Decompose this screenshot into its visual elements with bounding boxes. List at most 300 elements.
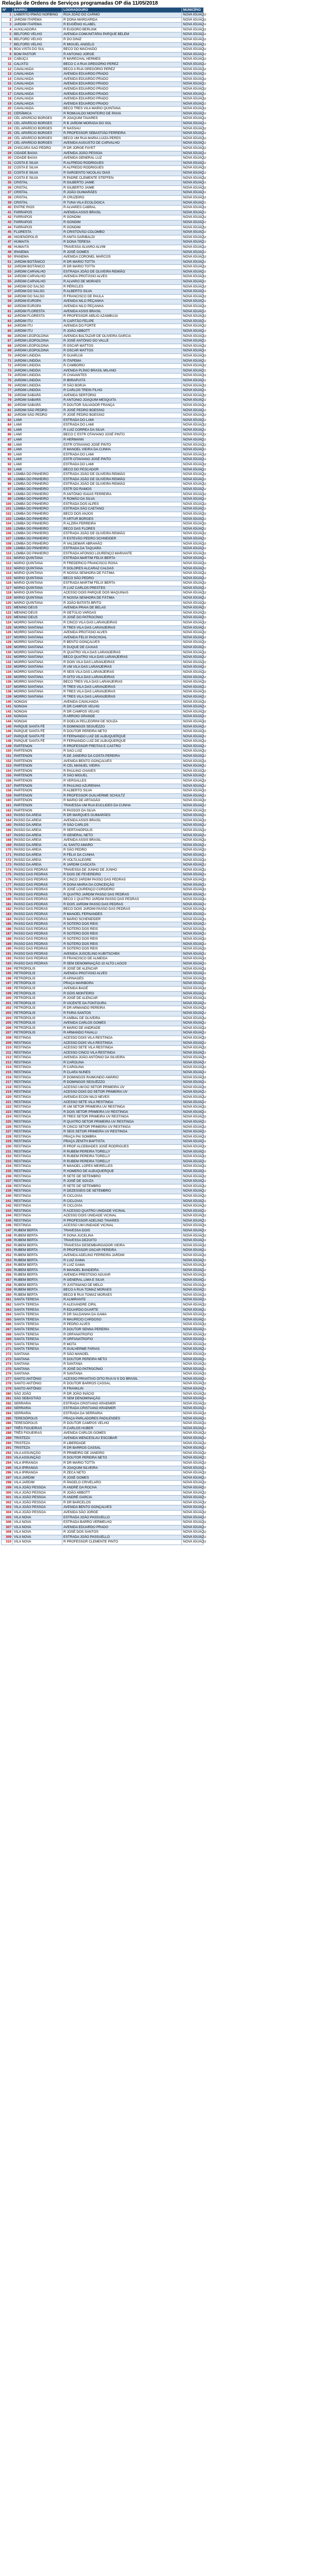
cell-seq: 305 xyxy=(2,1515,13,1520)
table-row xyxy=(2,655,204,660)
table-row xyxy=(2,1115,204,1120)
cell-municipio: NOVA IGUAÇU xyxy=(182,972,204,977)
cell-bairro: LAMI xyxy=(13,467,62,472)
cell-logradouro: R CAPITÃO FELIPE xyxy=(62,319,182,324)
cell-municipio: NOVA IGUAÇU xyxy=(182,344,204,349)
table-row xyxy=(2,1149,204,1155)
cell-seq: 206 xyxy=(2,1026,13,1031)
cell-seq: 209 xyxy=(2,1041,13,1046)
table-row xyxy=(2,719,204,724)
cell-logradouro: R ANÍBAL DE OLIVEIRA xyxy=(62,1016,182,1021)
service-orders-table xyxy=(1,7,204,1545)
cell-seq: 115 xyxy=(2,576,13,581)
cell-logradouro: R PASSOS DA SILVA xyxy=(62,808,182,814)
cell-seq: 250 xyxy=(2,1243,13,1248)
cell-logradouro: R PAULINO AZURENHA xyxy=(62,784,182,789)
cell-logradouro: AVENIDA BENTO GONÇALVES xyxy=(62,759,182,764)
cell-seq: 125 xyxy=(2,625,13,631)
cell-logradouro: R GENERAL NETO xyxy=(62,833,182,838)
cell-seq: 259 xyxy=(2,1288,13,1293)
cell-municipio: NOVA IGUAÇU xyxy=(182,1278,204,1283)
cell-bairro: PETRÓPOLIS xyxy=(13,981,62,987)
table-row xyxy=(2,818,204,823)
cell-seq: 268 xyxy=(2,1332,13,1337)
cell-municipio: NOVA IGUAÇU xyxy=(182,739,204,744)
cell-logradouro: R DR BARROS CASSAL xyxy=(62,1446,182,1451)
cell-bairro: VILA ASSUNÇÃO xyxy=(13,1456,62,1461)
cell-logradouro: R OSCAR MATTOS xyxy=(62,344,182,349)
cell-logradouro: AVENIDA JOÃO PESSOA xyxy=(62,151,182,156)
table-row xyxy=(2,364,204,369)
table-row xyxy=(2,1085,204,1090)
cell-seq: 28 xyxy=(2,146,13,151)
cell-seq: 90 xyxy=(2,452,13,457)
cell-seq: 132 xyxy=(2,660,13,665)
table-row xyxy=(2,398,204,403)
cell-seq: 159 xyxy=(2,793,13,799)
cell-municipio: NOVA IGUAÇU xyxy=(182,863,204,868)
cell-bairro: LOMBA DO PINHEIRO xyxy=(13,527,62,532)
cell-municipio: NOVA IGUAÇU xyxy=(182,828,204,833)
table-row xyxy=(2,571,204,577)
table-row xyxy=(2,631,204,636)
cell-bairro: SANTA TERESA xyxy=(13,1308,62,1313)
cell-logradouro: TRAVESSA DESEMBARGADOR VIEIRA xyxy=(62,1243,182,1248)
cell-municipio: NOVA IGUAÇU xyxy=(182,917,204,922)
cell-bairro: VILA NOVA xyxy=(13,1525,62,1530)
cell-seq: 4 xyxy=(2,27,13,32)
cell-logradouro: AVENIDA JOÃO ANTÔNIO DA SILVEIRA xyxy=(62,1056,182,1061)
cell-bairro: BOM PASTOR xyxy=(13,52,62,57)
cell-seq: 213 xyxy=(2,1060,13,1065)
cell-bairro: LAMI xyxy=(13,438,62,443)
table-row xyxy=(2,1090,204,1095)
cell-municipio: NOVA IGUAÇU xyxy=(182,522,204,527)
cell-seq: 77 xyxy=(2,388,13,394)
cell-seq: 68 xyxy=(2,344,13,349)
cell-municipio: NOVA IGUAÇU xyxy=(182,616,204,621)
table-row xyxy=(2,1367,204,1372)
cell-logradouro: R DOIS VILA DAS LARANJEIRAS xyxy=(62,660,182,665)
cell-bairro: NONOAI xyxy=(13,715,62,720)
cell-seq: 97 xyxy=(2,487,13,493)
cell-seq: 252 xyxy=(2,1253,13,1259)
cell-municipio: NOVA IGUAÇU xyxy=(182,1065,204,1071)
table-row xyxy=(2,200,204,206)
cell-municipio: NOVA IGUAÇU xyxy=(182,210,204,215)
cell-seq: 221 xyxy=(2,1100,13,1105)
cell-municipio: NOVA IGUAÇU xyxy=(182,324,204,329)
cell-municipio: NOVA IGUAÇU xyxy=(182,1031,204,1036)
cell-municipio: NOVA IGUAÇU xyxy=(182,769,204,774)
cell-municipio: NOVA IGUAÇU xyxy=(182,275,204,280)
cell-logradouro: R RUBEM PEREIRA TORELLY xyxy=(62,1149,182,1155)
cell-bairro: RESTINGA xyxy=(13,1036,62,1041)
table-row xyxy=(2,492,204,497)
cell-seq: 285 xyxy=(2,1416,13,1421)
cell-logradouro: R DONA JUCELINA xyxy=(62,1233,182,1239)
cell-logradouro: R SOTERO DOS REIS xyxy=(62,932,182,937)
cell-bairro: MORRO SANTANA xyxy=(13,650,62,655)
cell-municipio: NOVA IGUAÇU xyxy=(182,883,204,888)
table-row xyxy=(2,1021,204,1026)
cell-municipio: NOVA IGUAÇU xyxy=(182,1500,204,1505)
cell-municipio: NOVA IGUAÇU xyxy=(182,492,204,497)
cell-municipio: NOVA IGUAÇU xyxy=(182,1130,204,1135)
cell-seq: 167 xyxy=(2,833,13,838)
cell-municipio: NOVA IGUAÇU xyxy=(182,57,204,62)
table-row xyxy=(2,1011,204,1016)
cell-logradouro: R DOUTOR PEREIRA NETO xyxy=(62,730,182,735)
cell-seq: 249 xyxy=(2,1239,13,1244)
cell-municipio: NOVA IGUAÇU xyxy=(182,1530,204,1535)
cell-seq: 201 xyxy=(2,1001,13,1006)
cell-municipio: NOVA IGUAÇU xyxy=(182,1362,204,1367)
cell-bairro: CAVALHADA xyxy=(13,82,62,87)
cell-seq: 226 xyxy=(2,1125,13,1130)
cell-bairro: SANTA TERESA xyxy=(13,1298,62,1303)
cell-logradouro: ACESSO SETE VILA RESTINGA xyxy=(62,1100,182,1105)
cell-municipio: NOVA IGUAÇU xyxy=(182,92,204,97)
cell-municipio: NOVA IGUAÇU xyxy=(182,581,204,586)
table-row xyxy=(2,1174,204,1179)
table-row xyxy=(2,1194,204,1199)
cell-bairro: JARDIM LINDÓIA xyxy=(13,374,62,379)
cell-municipio: NOVA IGUAÇU xyxy=(182,759,204,764)
table-row xyxy=(2,1016,204,1021)
cell-municipio: NOVA IGUAÇU xyxy=(182,353,204,359)
cell-bairro: SÃO SEBASTIÃO xyxy=(13,1397,62,1402)
cell-municipio: NOVA IGUAÇU xyxy=(182,1387,204,1392)
table-row xyxy=(2,141,204,146)
cell-bairro: JARDIM SABARÁ xyxy=(13,393,62,398)
cell-bairro: COSTA E SILVA xyxy=(13,161,62,166)
table-row xyxy=(2,1169,204,1174)
cell-seq: 50 xyxy=(2,255,13,260)
cell-municipio: NOVA IGUAÇU xyxy=(182,225,204,230)
table-row xyxy=(2,304,204,310)
cell-municipio: NOVA IGUAÇU xyxy=(182,1224,204,1229)
cell-logradouro: R DOUTOR BARROS CASSAL xyxy=(62,1382,182,1387)
cell-municipio: NOVA IGUAÇU xyxy=(182,1046,204,1051)
cell-logradouro: AVENIDA BAGÉ xyxy=(62,986,182,991)
cell-bairro: SANTA TERESA xyxy=(13,1313,62,1318)
table-row xyxy=(2,13,204,18)
cell-logradouro: R CRISTÓVÃO COLOMBO xyxy=(62,230,182,235)
cell-logradouro: R GILBERTO JAIME xyxy=(62,181,182,186)
cell-bairro: RUBEM BERTA xyxy=(13,1268,62,1273)
cell-bairro: SERRARIA xyxy=(13,1406,62,1412)
cell-seq: 196 xyxy=(2,976,13,981)
table-row xyxy=(2,650,204,655)
table-row xyxy=(2,1218,204,1224)
table-row xyxy=(2,1071,204,1076)
cell-municipio: NOVA IGUAÇU xyxy=(182,527,204,532)
table-row xyxy=(2,769,204,774)
table-row xyxy=(2,833,204,838)
cell-municipio: NOVA IGUAÇU xyxy=(182,1496,204,1501)
table-row xyxy=(2,457,204,463)
cell-seq: 284 xyxy=(2,1412,13,1417)
cell-municipio: NOVA IGUAÇU xyxy=(182,700,204,705)
cell-logradouro: AVENIDA CARLOS GOMES xyxy=(62,1021,182,1026)
table-row xyxy=(2,497,204,502)
cell-seq: 98 xyxy=(2,492,13,497)
cell-seq: 122 xyxy=(2,611,13,616)
cell-bairro: RESTINGA xyxy=(13,1169,62,1174)
cell-seq: 179 xyxy=(2,892,13,897)
cell-seq: 38 xyxy=(2,195,13,200)
cell-logradouro: R JOÃO ABBOTT xyxy=(62,329,182,334)
cell-logradouro: R DOMINGOS RAIMUNDO AMÁRIO xyxy=(62,1075,182,1080)
cell-logradouro: R DOUTOR PEREIRA NETO xyxy=(62,1357,182,1362)
cell-seq: 205 xyxy=(2,1021,13,1026)
table-row xyxy=(2,280,204,285)
table-row xyxy=(2,176,204,181)
cell-bairro: RESTINGA xyxy=(13,1090,62,1095)
cell-logradouro: BECO DO MACHADO xyxy=(62,47,182,53)
cell-seq: 240 xyxy=(2,1194,13,1199)
cell-municipio: NOVA IGUAÇU xyxy=(182,349,204,354)
cell-municipio: NOVA IGUAÇU xyxy=(182,368,204,374)
table-row xyxy=(2,730,204,735)
cell-municipio: NOVA IGUAÇU xyxy=(182,141,204,146)
cell-seq: 215 xyxy=(2,1071,13,1076)
cell-municipio: NOVA IGUAÇU xyxy=(182,1392,204,1397)
table-row xyxy=(2,1253,204,1259)
cell-municipio: NOVA IGUAÇU xyxy=(182,601,204,606)
cell-logradouro: AVENIDA EDUARDO PRADO xyxy=(62,92,182,97)
cell-municipio: NOVA IGUAÇU xyxy=(182,1431,204,1436)
cell-bairro: RESTINGA xyxy=(13,1144,62,1149)
cell-logradouro: R NOSSA SENHORA DE FÁTIMA xyxy=(62,571,182,577)
cell-bairro: LOMBA DO PINHEIRO xyxy=(13,492,62,497)
cell-logradouro: R TRES VILA DAS LARANJEIRAS xyxy=(62,690,182,695)
table-row xyxy=(2,1189,204,1194)
cell-logradouro: R DONA MARGARIDA xyxy=(62,18,182,23)
cell-bairro: CRISTAL xyxy=(13,185,62,191)
table-row xyxy=(2,1293,204,1298)
cell-logradouro: R DOUTOR PEREIRA NETO xyxy=(62,1456,182,1461)
cell-logradouro: TRAVESSA DOIS xyxy=(62,1229,182,1234)
cell-bairro: CIDADE BAIXA xyxy=(13,156,62,161)
cell-bairro: MORRO SANTANA xyxy=(13,685,62,690)
table-row xyxy=(2,1540,204,1545)
cell-seq: 277 xyxy=(2,1377,13,1382)
cell-bairro: JARDIM EUROPA xyxy=(13,299,62,304)
cell-bairro: VILA JOÃO PESSOA xyxy=(13,1500,62,1505)
table-row xyxy=(2,1313,204,1318)
cell-seq: 217 xyxy=(2,1080,13,1086)
cell-seq: 138 xyxy=(2,690,13,695)
cell-bairro: PARQUE SANTA FÉ xyxy=(13,724,62,730)
cell-logradouro: R EUGÊNIO KLABEL xyxy=(62,23,182,28)
table-row xyxy=(2,309,204,314)
cell-bairro: PASSO DAS PEDRAS xyxy=(13,957,62,962)
cell-seq: 104 xyxy=(2,522,13,527)
table-row xyxy=(2,705,204,710)
cell-municipio: NOVA IGUAÇU xyxy=(182,393,204,398)
cell-municipio: NOVA IGUAÇU xyxy=(182,67,204,72)
cell-seq: 150 xyxy=(2,749,13,754)
cell-logradouro: AVENIDA SÃO JORGE xyxy=(62,1510,182,1515)
cell-bairro: PASSO DA AREIA xyxy=(13,833,62,838)
cell-logradouro: ESTRADA DOS ALPES xyxy=(62,502,182,507)
cell-bairro: PETRÓPOLIS xyxy=(13,991,62,996)
cell-logradouro: R UM VILA DAS LARANJEIRAS xyxy=(62,665,182,670)
cell-bairro: LOMBA DO PINHEIRO xyxy=(13,502,62,507)
cell-seq: 24 xyxy=(2,126,13,131)
cell-logradouro: R GUILHERME FARIAS xyxy=(62,1347,182,1352)
table-row xyxy=(2,1140,204,1145)
cell-municipio: NOVA IGUAÇU xyxy=(182,670,204,675)
cell-municipio: NOVA IGUAÇU xyxy=(182,754,204,759)
cell-seq: 134 xyxy=(2,670,13,675)
table-row xyxy=(2,967,204,972)
header-logradouro: LOGRADOURO xyxy=(62,8,182,13)
cell-seq: 5 xyxy=(2,32,13,38)
cell-logradouro: ACESSO SETE VILA RESTINGA xyxy=(62,1046,182,1051)
cell-bairro: JARDIM SABARÁ xyxy=(13,398,62,403)
cell-bairro: LOMBA DO PINHEIRO xyxy=(13,517,62,522)
cell-logradouro: BECO TRES VILA MARIO QUINTANA xyxy=(62,107,182,112)
table-row xyxy=(2,749,204,754)
cell-bairro: SANTA TERESA xyxy=(13,1337,62,1343)
cell-municipio: NOVA IGUAÇU xyxy=(182,463,204,468)
cell-bairro: RESTINGA xyxy=(13,1100,62,1105)
table-row xyxy=(2,1323,204,1328)
cell-municipio: NOVA IGUAÇU xyxy=(182,902,204,907)
cell-bairro: CERÂMICA xyxy=(13,111,62,116)
cell-municipio: NOVA IGUAÇU xyxy=(182,1006,204,1011)
cell-bairro: MENINO DEUS xyxy=(13,616,62,621)
cell-bairro: LAMI xyxy=(13,443,62,448)
table-row xyxy=(2,764,204,769)
cell-municipio: NOVA IGUAÇU xyxy=(182,1169,204,1174)
table-row xyxy=(2,685,204,690)
cell-bairro: PETRÓPOLIS xyxy=(13,1006,62,1011)
cell-bairro: MORRO SANTANA xyxy=(13,680,62,685)
cell-logradouro: PRAÇA PAI SOMBRA xyxy=(62,1134,182,1140)
cell-bairro: RESTINGA xyxy=(13,1149,62,1155)
cell-municipio: NOVA IGUAÇU xyxy=(182,561,204,566)
cell-municipio: NOVA IGUAÇU xyxy=(182,764,204,769)
cell-logradouro: AVENIDA ECON NILO NEVES xyxy=(62,1095,182,1100)
cell-seq: 31 xyxy=(2,161,13,166)
cell-logradouro: ESTRADA DO LAMI xyxy=(62,418,182,423)
cell-seq: 110 xyxy=(2,551,13,556)
table-row xyxy=(2,418,204,423)
cell-bairro: CAVALHADA xyxy=(13,107,62,112)
table-row xyxy=(2,1466,204,1471)
cell-bairro: CAVALHADA xyxy=(13,72,62,77)
cell-logradouro: ESTRADA SÃO CAETANO xyxy=(62,507,182,512)
cell-municipio: NOVA IGUAÇU xyxy=(182,724,204,730)
cell-bairro: RESTINGA xyxy=(13,1080,62,1086)
cell-logradouro: R PROFESSOR CLEMENTE PINTO xyxy=(62,1540,182,1545)
cell-municipio: NOVA IGUAÇU xyxy=(182,378,204,383)
cell-bairro: RESTINGA xyxy=(13,1060,62,1065)
cell-bairro: JARDIM ITU xyxy=(13,324,62,329)
cell-seq: 184 xyxy=(2,917,13,922)
table-row xyxy=(2,210,204,215)
cell-municipio: NOVA IGUAÇU xyxy=(182,161,204,166)
cell-bairro: PASSO DA AREIA xyxy=(13,853,62,858)
cell-seq: 288 xyxy=(2,1431,13,1436)
cell-seq: 96 xyxy=(2,482,13,487)
cell-logradouro: ESTRADA DO LAMI xyxy=(62,463,182,468)
cell-logradouro: R DO DINIZ xyxy=(62,37,182,42)
cell-logradouro: ESTRADA DA SERRARIA xyxy=(62,1412,182,1417)
cell-logradouro: R OSCAR MATTOS xyxy=(62,349,182,354)
cell-municipio: NOVA IGUAÇU xyxy=(182,1120,204,1125)
cell-bairro: RUBEM BERTA xyxy=(13,1239,62,1244)
cell-seq: 248 xyxy=(2,1233,13,1239)
cell-municipio: NOVA IGUAÇU xyxy=(182,472,204,478)
cell-logradouro: TRAVESSA DEZOITO xyxy=(62,1239,182,1244)
table-row xyxy=(2,611,204,616)
table-row xyxy=(2,1056,204,1061)
cell-bairro: COSTA E SILVA xyxy=(13,166,62,171)
cell-seq: 61 xyxy=(2,309,13,314)
cell-municipio: NOVA IGUAÇU xyxy=(182,151,204,156)
cell-seq: 109 xyxy=(2,547,13,552)
cell-municipio: NOVA IGUAÇU xyxy=(182,1476,204,1481)
cell-seq: 137 xyxy=(2,685,13,690)
cell-bairro: PARQUE SANTA FÉ xyxy=(13,734,62,739)
cell-seq: 118 xyxy=(2,591,13,596)
table-row xyxy=(2,675,204,680)
table-row xyxy=(2,1456,204,1461)
cell-seq: 166 xyxy=(2,828,13,833)
cell-municipio: NOVA IGUAÇU xyxy=(182,927,204,932)
cell-municipio: NOVA IGUAÇU xyxy=(182,448,204,453)
cell-seq: 100 xyxy=(2,502,13,507)
cell-municipio: NOVA IGUAÇU xyxy=(182,804,204,809)
cell-seq: 85 xyxy=(2,428,13,433)
cell-seq: 292 xyxy=(2,1451,13,1456)
table-row xyxy=(2,715,204,720)
cell-municipio: NOVA IGUAÇU xyxy=(182,793,204,799)
cell-municipio: NOVA IGUAÇU xyxy=(182,774,204,779)
cell-municipio: NOVA IGUAÇU xyxy=(182,566,204,571)
cell-bairro: JARDIM DO SALSO xyxy=(13,284,62,290)
cell-municipio: NOVA IGUAÇU xyxy=(182,37,204,42)
cell-seq: 225 xyxy=(2,1120,13,1125)
cell-bairro: JARDIM LINDÓIA xyxy=(13,383,62,388)
cell-logradouro: R DOLORES ALCARAZ CALDAS xyxy=(62,566,182,571)
cell-logradouro: R ALZIRA FERREIRA xyxy=(62,522,182,527)
cell-seq: 306 xyxy=(2,1520,13,1526)
cell-bairro: MORRO SANTANA xyxy=(13,621,62,626)
cell-seq: 211 xyxy=(2,1050,13,1056)
cell-seq: 22 xyxy=(2,116,13,122)
cell-logradouro: ESTRADA CRISTIANO KRAEMER xyxy=(62,1401,182,1406)
table-row xyxy=(2,724,204,730)
cell-logradouro: R ESTEVÃO PEDRO SCHNEIDER xyxy=(62,536,182,541)
table-row xyxy=(2,215,204,221)
cell-bairro: VILA JARDIM xyxy=(13,1481,62,1486)
cell-seq: 193 xyxy=(2,962,13,967)
cell-seq: 23 xyxy=(2,122,13,127)
cell-bairro: MORRO SANTANA xyxy=(13,694,62,700)
cell-bairro: RESTINGA xyxy=(13,1130,62,1135)
cell-bairro: PETRÓPOLIS xyxy=(13,996,62,1002)
cell-seq: 303 xyxy=(2,1505,13,1511)
cell-logradouro: R ROMUALDO MONTEIRO DE PAIVA xyxy=(62,111,182,116)
cell-logradouro: AVENIDA ASSIS BRASIL xyxy=(62,818,182,823)
cell-municipio: NOVA IGUAÇU xyxy=(182,230,204,235)
